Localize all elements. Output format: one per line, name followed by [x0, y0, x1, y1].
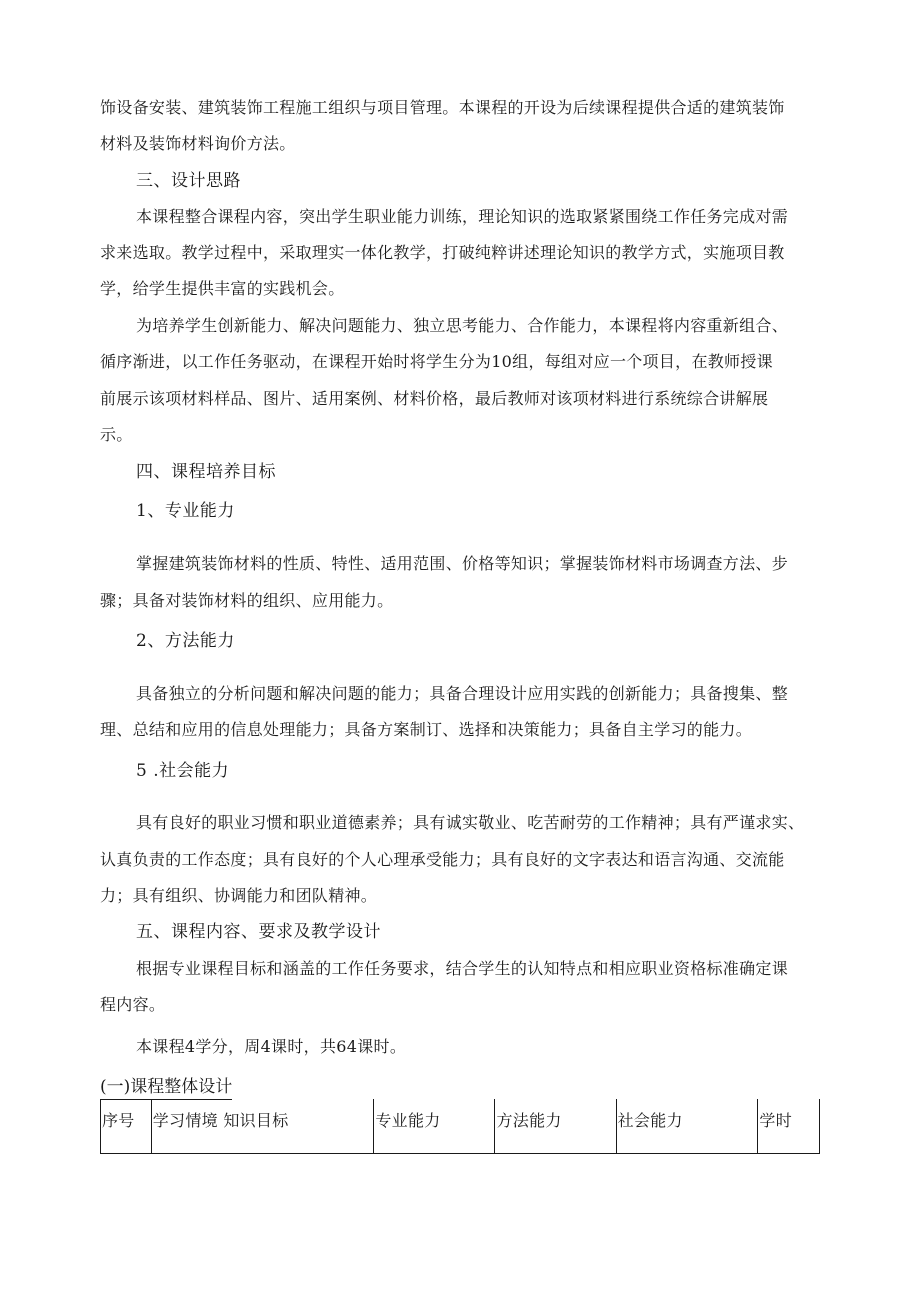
method-line-1: 具备独立的分析问题和解决问题的能力；具备合理设计应用实践的创新能力；具备搜集、整 — [136, 684, 789, 703]
course-design-table — [100, 1099, 820, 1154]
section-3-p2-line-3: 前展示该项材料样品、图片、适用案例、材料价格，最后教师对该项材料进行系统综合讲解展 — [100, 389, 769, 408]
section-3-heading: 三、设计思路 — [136, 171, 241, 191]
header-cell-situation-knowledge: 学习情境 知识目标 — [151, 1099, 374, 1154]
header-cell-number: 序号 — [101, 1099, 152, 1154]
section-3-p2-line-2: 循序渐进，以工作任务驱动，在课程开始时将学生分为10组，每组对应一个项目，在教师授课 — [100, 352, 773, 371]
social-line-3: 力；具有组织、协调能力和团队精神。 — [100, 886, 378, 905]
section-5-p2: 本课程4学分，周4课时，共64课时。 — [136, 1037, 407, 1056]
subsection-professional-heading: 1、专业能力 — [136, 501, 235, 521]
table-title: (一)课程整体设计 — [100, 1076, 232, 1100]
section-3-p2-line-4: 示。 — [100, 425, 133, 444]
intro-line-1: 饰设备安装、建筑装饰工程施工组织与项目管理。本课程的开设为后续课程提供合适的建筑装饰 — [100, 98, 785, 117]
professional-line-2: 骤；具备对装饰材料的组织、应用能力。 — [100, 591, 394, 610]
table-header-row — [101, 1099, 820, 1154]
header-cell-professional: 专业能力 — [374, 1099, 495, 1154]
professional-line-1: 掌握建筑装饰材料的性质、特性、适用范围、价格等知识；掌握装饰材料市场调查方法、步 — [136, 554, 789, 573]
header-cell-method: 方法能力 — [495, 1099, 616, 1154]
section-3-p2-line-1: 为培养学生创新能力、解决问题能力、独立思考能力、合作能力，本课程将内容重新组合、 — [136, 316, 789, 335]
intro-line-2: 材料及装饰材料询价方法。 — [100, 134, 296, 153]
section-3-p1-line-2: 求来选取。教学过程中，采取理实一体化教学，打破纯粹讲述理论知识的教学方式，实施项目教 — [100, 243, 785, 262]
section-5-p1-line-1: 根据专业课程目标和涵盖的工作任务要求，结合学生的认知特点和相应职业资格标准确定课 — [136, 959, 789, 978]
header-cell-hours: 学时 — [758, 1099, 820, 1154]
header-cell-social: 社会能力 — [616, 1099, 758, 1154]
section-3-p1-line-3: 学，给学生提供丰富的实践机会。 — [100, 279, 345, 298]
subsection-social-heading: 5 .社会能力 — [136, 761, 230, 781]
section-5-heading: 五、课程内容、要求及教学设计 — [136, 922, 381, 942]
social-line-2: 认真负责的工作态度；具有良好的个人心理承受能力；具有良好的文字表达和语言沟通、交流能 — [100, 850, 785, 869]
section-4-heading: 四、课程培养目标 — [136, 462, 276, 482]
section-5-p1-line-2: 程内容。 — [100, 995, 166, 1014]
subsection-method-heading: 2、方法能力 — [136, 631, 235, 651]
section-3-p1-line-1: 本课程整合课程内容，突出学生职业能力训练，理论知识的选取紧紧围绕工作任务完成对需 — [136, 207, 789, 226]
social-line-1: 具有良好的职业习惯和职业道德素养；具有诚实敬业、吃苦耐劳的工作精神；具有严谨求实、 — [136, 813, 805, 832]
method-line-2: 理、总结和应用的信息处理能力；具备方案制订、选择和决策能力；具备自主学习的能力。 — [100, 720, 753, 739]
